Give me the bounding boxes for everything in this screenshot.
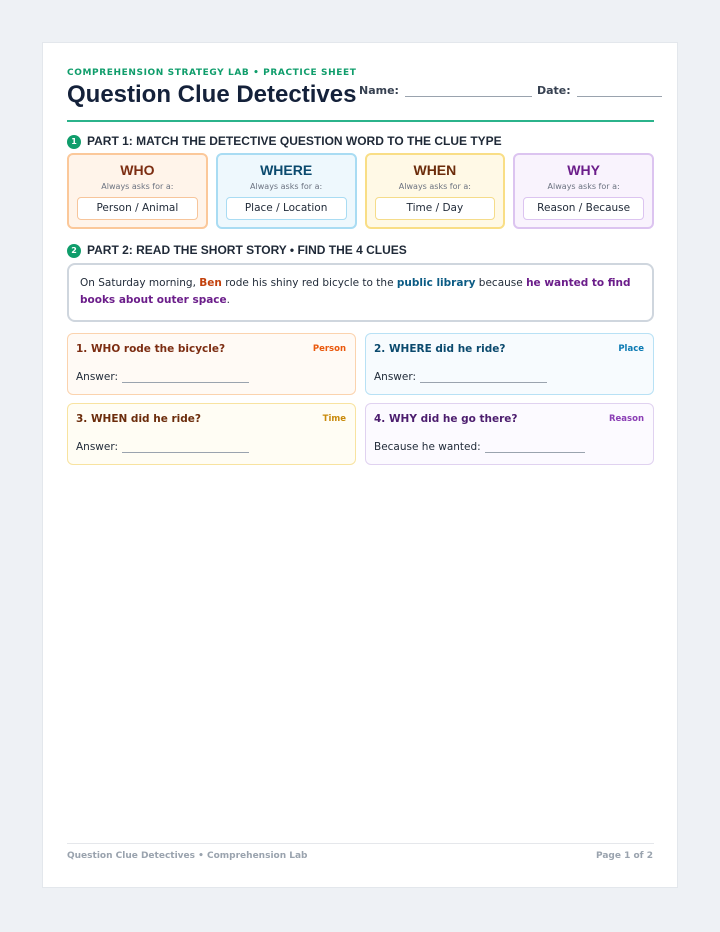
question-where-tag: Place [618,344,644,354]
story-clue-why: he wanted to find books about outer space [80,277,631,306]
question-why-answer[interactable] [374,441,585,453]
name-line[interactable] [405,85,532,97]
card-who [67,153,208,229]
part2-heading-text: PART 2: READ THE SHORT STORY • FIND THE 4 CLUES [87,243,407,257]
question-who-answer[interactable] [76,371,249,383]
card-when-asks: Always asks for a: [398,182,471,191]
worksheet-page [42,42,678,888]
answer-label: Answer: [76,371,119,383]
card-where-asks: Always asks for a: [250,182,323,191]
question-why [365,403,654,465]
question-where-answer[interactable] [374,371,547,383]
question-when [67,403,356,465]
question-why-text: 4. WHY did he go there? [374,413,518,425]
answer-label: Answer: [76,441,119,453]
question-who [67,333,356,395]
question-why-tag: Reason [609,414,644,424]
footer-left: Question Clue Detectives • Comprehension Lab [67,851,308,861]
sheet-kicker: COMPREHENSION STRATEGY LAB • PRACTICE SHEET [67,68,357,78]
card-where-word: WHERE [260,162,313,178]
question-where [365,333,654,395]
card-who-word: WHO [120,162,155,178]
answer-line[interactable] [122,373,249,383]
story-clue-where: public library [396,277,476,289]
answer-label: Answer: [374,371,417,383]
part1-heading [67,134,502,149]
story-box [67,263,654,322]
part1-number-badge: 1 [67,135,81,149]
part2-heading [67,243,407,258]
page-title: Question Clue Detectives [67,81,357,108]
question-where-text: 2. WHERE did he ride? [374,343,506,355]
part1-heading-text: PART 1: MATCH THE DETECTIVE QUESTION WORD TO THE CLUE TYPE [87,134,502,148]
story-clue-who: Ben [199,277,222,289]
card-why-clue: Reason / Because [523,197,644,220]
answer-line[interactable] [485,443,585,453]
answer-line[interactable] [122,443,249,453]
story-text-1: On Saturday morning, [80,277,200,289]
story-text-4: . [226,294,231,306]
card-when [365,153,506,229]
question-when-tag: Time [322,414,346,424]
card-why-asks: Always asks for a: [547,182,620,191]
name-field[interactable] [359,84,532,97]
card-when-clue: Time / Day [375,197,496,220]
card-why-word: WHY [567,162,600,178]
footer-page-number: Page 1 of 2 [596,851,653,861]
date-line[interactable] [577,85,662,97]
footer-rule [67,843,654,844]
date-label: Date: [537,84,571,97]
part2-number-badge: 2 [67,244,81,258]
question-who-tag: Person [312,344,346,354]
date-field[interactable] [537,84,662,97]
card-where-clue: Place / Location [226,197,347,220]
story-text-2: rode his shiny red bicycle to the [221,277,397,289]
card-why [513,153,654,229]
card-where [216,153,357,229]
story-text-3: because [475,277,527,289]
clue-cards [67,153,654,229]
card-who-asks: Always asks for a: [101,182,174,191]
question-when-answer[interactable] [76,441,249,453]
answer-label: Because he wanted: [374,441,481,453]
name-label: Name: [359,84,399,97]
question-when-text: 3. WHEN did he ride? [76,413,201,425]
card-when-word: WHEN [413,162,457,178]
answer-line[interactable] [420,373,547,383]
header-rule [67,120,654,122]
card-who-clue: Person / Animal [77,197,198,220]
question-who-text: 1. WHO rode the bicycle? [76,343,226,355]
